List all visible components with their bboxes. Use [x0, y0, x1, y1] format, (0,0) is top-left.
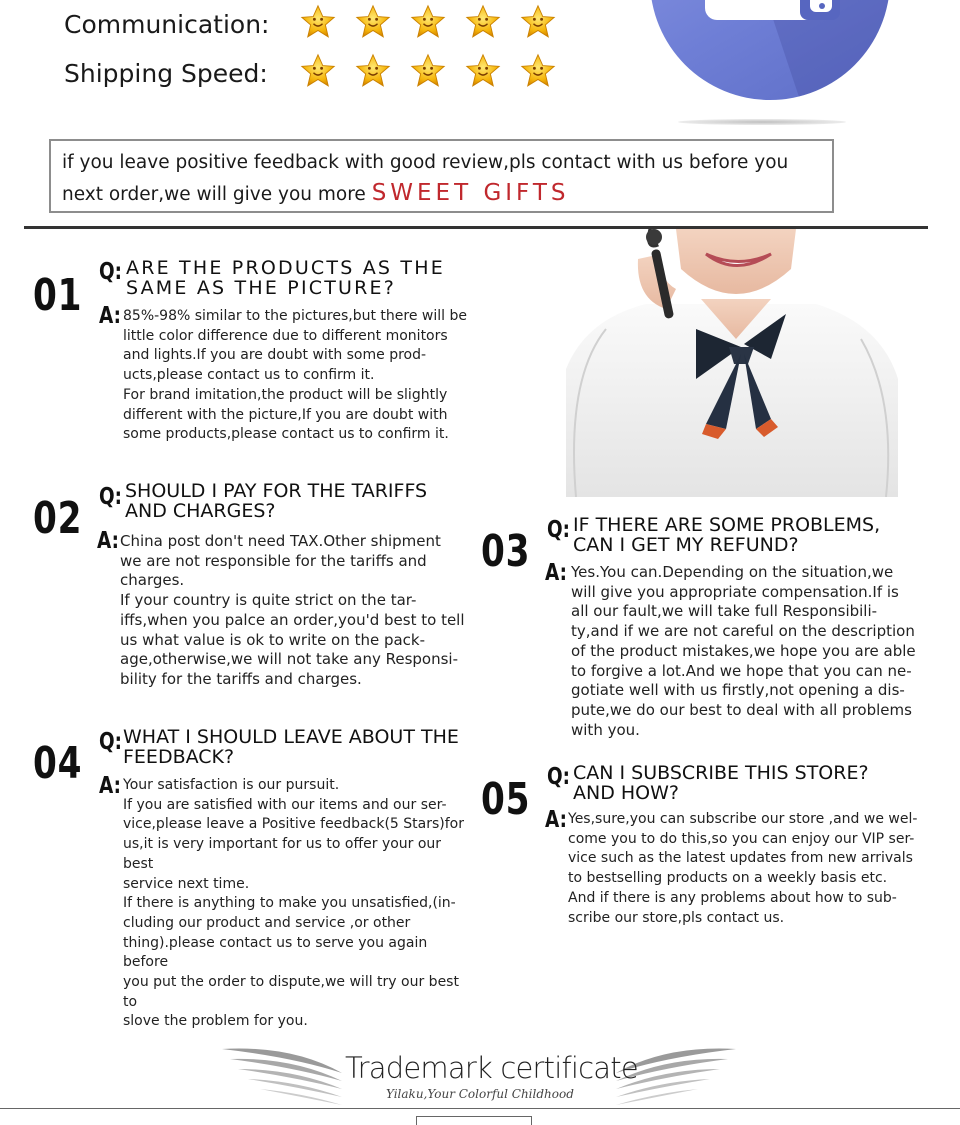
- question-marker: Q:: [547, 764, 570, 790]
- answer-marker: A:: [99, 303, 121, 329]
- notice-text: if you leave positive feedback with good review,pls contact with us before you next order,we will give you more: [62, 152, 789, 205]
- answer-marker: A:: [99, 773, 121, 799]
- footer-line: [0, 1108, 960, 1109]
- star-icon: [300, 4, 336, 40]
- answer-marker: A:: [545, 807, 567, 833]
- faq-answer-03: Yes.You can.Depending on the situation,we will give you appropriate compensation.If is all our fault,we will take full Responsibili- ty,and if we are not careful on the description of the product mistakes,we hope you are able to forgive a lot.And we hope that you can ne- gotiate well with us firstly,not opening a dis- pute,we do our best to deal with all problems with you.: [571, 563, 916, 739]
- answer-marker: A:: [545, 560, 567, 586]
- faq-question-04: WHAT I SHOULD LEAVE ABOUT THE FEEDBACK?: [123, 726, 459, 768]
- faq-answer-02: China post don't need TAX.Other shipment we are not responsible for the tariffs and charges. If your country is quite strict on the tar- iffs,when you palce an order,you'd best to tell us what value is ok to write on the pack- age,otherwise,we will not take any Responsi- bility for the tariffs and charges.: [120, 532, 465, 688]
- faq-question-03: IF THERE ARE SOME PROBLEMS, CAN I GET MY REFUND?: [573, 514, 881, 556]
- faq-question-02: SHOULD I PAY FOR THE TARIFFS AND CHARGES?: [125, 480, 428, 522]
- star-icon: [300, 53, 336, 89]
- badge-shadow: [678, 119, 846, 125]
- faq-number-01: 01: [33, 270, 83, 321]
- star-icon: [465, 53, 501, 89]
- trademark-subtitle: Yilaku,Your Colorful Childhood: [386, 1087, 574, 1101]
- thumbs-up-icon: [650, 0, 890, 100]
- star-icon: [410, 4, 446, 40]
- certificate-frame: [416, 1116, 532, 1125]
- faq-question-05: CAN I SUBSCRIBE THIS STORE? AND HOW?: [573, 762, 869, 804]
- left-wing-icon: [222, 1043, 352, 1109]
- answer-marker: A:: [97, 528, 119, 554]
- faq-number-04: 04: [33, 738, 83, 789]
- feedback-notice: [49, 139, 834, 213]
- star-icon: [355, 53, 391, 89]
- star-icon: [520, 4, 556, 40]
- faq-answer-01: 85%-98% similar to the pictures,but there will be little color difference due to different monitors and lights.If you are doubt with some prod- ucts,please contact us to confirm it. For brand imitation,the product will be slightly different with the picture,If you are doubt with some products,please contact us to confirm it.: [123, 308, 467, 443]
- faq-number-02: 02: [33, 493, 83, 544]
- faq-answer-05: Yes,sure,you can subscribe our store ,and we wel- come you to do this,so you can enjoy our VIP ser- vice such as the latest updates from new arrivals to bestselling products on a weekly basis etc. And if there is any problems about how to sub- scribe our store,pls contact us.: [568, 811, 918, 926]
- faq-question-01: ARE THE PRODUCTS AS THE SAME AS THE PICTURE?: [126, 257, 445, 299]
- question-marker: Q:: [547, 517, 570, 543]
- question-marker: Q:: [99, 729, 122, 755]
- star-icon: [410, 53, 446, 89]
- star-icon: [355, 4, 391, 40]
- customer-service-woman-illustration: [566, 229, 898, 497]
- faq-answer-04: Your satisfaction is our pursuit. If you are satisfied with our items and our ser- vice,please leave a Positive feedback(5 Stars)for us,it is very important for us to offer your our best service next time. If there is anything to make you unsatisfied,(in- cluding our product and service ,or other thing).please contact us to serve you again before you put the order to dispute,we will try our best to slove the problem for you.: [123, 777, 464, 1030]
- star-icon: [520, 53, 556, 89]
- communication-label: Communication:: [64, 10, 270, 39]
- shipping-speed-stars: [300, 53, 556, 89]
- customer-service-photo: [566, 229, 898, 497]
- faq-number-05: 05: [481, 774, 531, 825]
- communication-stars: [300, 4, 556, 40]
- sweet-gifts-highlight: SWEET GIFTS: [371, 180, 570, 206]
- trademark-title: Trademark certificate: [345, 1051, 638, 1085]
- question-marker: Q:: [99, 484, 122, 510]
- faq-number-03: 03: [481, 526, 531, 577]
- star-icon: [465, 4, 501, 40]
- shipping-speed-label: Shipping Speed:: [64, 59, 268, 88]
- thumbs-up-badge: [650, 0, 890, 100]
- question-marker: Q:: [99, 259, 122, 285]
